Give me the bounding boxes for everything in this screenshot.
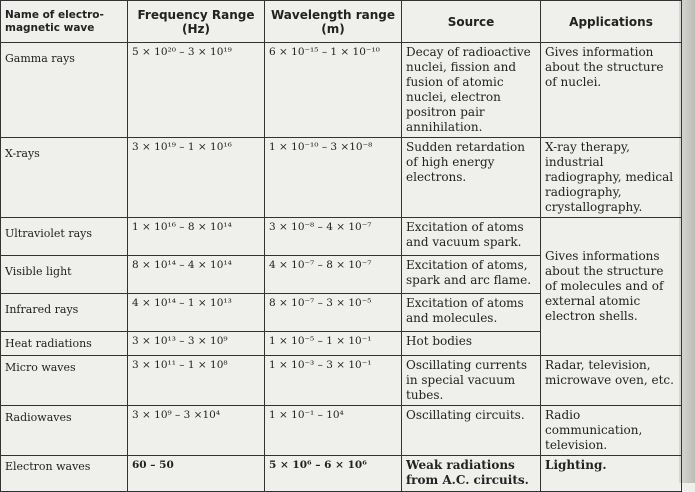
row-source: Excitation of atoms, spark and arc flame. [402, 256, 541, 294]
row-source: Oscillating currents in special vacuum tubes. [402, 356, 541, 406]
row-frequency: 3 × 10¹³ – 3 × 10⁹ [128, 332, 265, 356]
header-row [1, 1, 682, 43]
row-name: Gamma rays [1, 43, 128, 138]
row-name: Electron waves [1, 456, 128, 492]
row-applications: Lighting. [541, 456, 682, 492]
header-frequency: Frequency Range (Hz) [128, 1, 265, 43]
table-row [1, 456, 682, 492]
row-frequency: 4 × 10¹⁴ – 1 × 10¹³ [128, 294, 265, 332]
row-source: Hot bodies [402, 332, 541, 356]
header-applications: Applications [541, 1, 682, 43]
row-name: Micro waves [1, 356, 128, 406]
row-name: Heat radiations [1, 332, 128, 356]
row-name: Infrared rays [1, 294, 128, 332]
row-frequency: 8 × 10¹⁴ – 4 × 10¹⁴ [128, 256, 265, 294]
row-name: X-rays [1, 138, 128, 218]
table-row [1, 356, 682, 406]
header-source: Source [402, 1, 541, 43]
row-source: Decay of radioactive nuclei, fission and fusion of atomic nuclei, electron positron pair annihilation. [402, 43, 541, 138]
header-wavelength: Wavelength range (m) [265, 1, 402, 43]
row-wavelength: 1 × 10⁻¹ – 10⁴ [265, 406, 402, 456]
row-frequency: 1 × 10¹⁶ – 8 × 10¹⁴ [128, 218, 265, 256]
row-wavelength: 4 × 10⁻⁷ – 8 × 10⁻⁷ [265, 256, 402, 294]
row-wavelength: 6 × 10⁻¹⁵ – 1 × 10⁻¹⁰ [265, 43, 402, 138]
table-row [1, 406, 682, 456]
row-frequency: 60 – 50 [128, 456, 265, 492]
table-row [1, 138, 682, 218]
row-frequency: 3 × 10¹⁹ – 1 × 10¹⁶ [128, 138, 265, 218]
row-wavelength: 1 × 10⁻³ – 3 × 10⁻¹ [265, 356, 402, 406]
shared-applications: Gives informations about the structure of molecules and of external atomic electron shells. [541, 218, 682, 356]
row-source: Weak radiations from A.C. circuits. [402, 456, 541, 492]
row-source: Excitation of atoms and molecules. [402, 294, 541, 332]
row-source: Excitation of atoms and vacuum spark. [402, 218, 541, 256]
table-row [1, 218, 682, 256]
row-wavelength: 8 × 10⁻⁷ – 3 × 10⁻⁵ [265, 294, 402, 332]
row-frequency: 5 × 10²⁰ – 3 × 10¹⁹ [128, 43, 265, 138]
row-wavelength: 3 × 10⁻⁸ – 4 × 10⁻⁷ [265, 218, 402, 256]
row-name: Ultraviolet rays [1, 218, 128, 256]
row-applications: Radio communication, television. [541, 406, 682, 456]
row-name: Radiowaves [1, 406, 128, 456]
row-applications: X-ray therapy, industrial radiography, medical radiography, crystallography. [541, 138, 682, 218]
header-name: Name of electro-magnetic wave [1, 1, 128, 43]
row-source: Sudden retardation of high energy electrons. [402, 138, 541, 218]
row-wavelength: 5 × 10⁶ – 6 × 10⁶ [265, 456, 402, 492]
row-source: Oscillating circuits. [402, 406, 541, 456]
table-row [1, 43, 682, 138]
row-wavelength: 1 × 10⁻¹⁰ – 3 ×10⁻⁸ [265, 138, 402, 218]
row-applications: Gives information about the structure of nuclei. [541, 43, 682, 138]
row-wavelength: 1 × 10⁻⁵ – 1 × 10⁻¹ [265, 332, 402, 356]
row-frequency: 3 × 10⁹ – 3 ×10⁴ [128, 406, 265, 456]
row-name: Visible light [1, 256, 128, 294]
row-applications: Radar, television, microwave oven, etc. [541, 356, 682, 406]
row-frequency: 3 × 10¹¹ – 1 × 10⁸ [128, 356, 265, 406]
